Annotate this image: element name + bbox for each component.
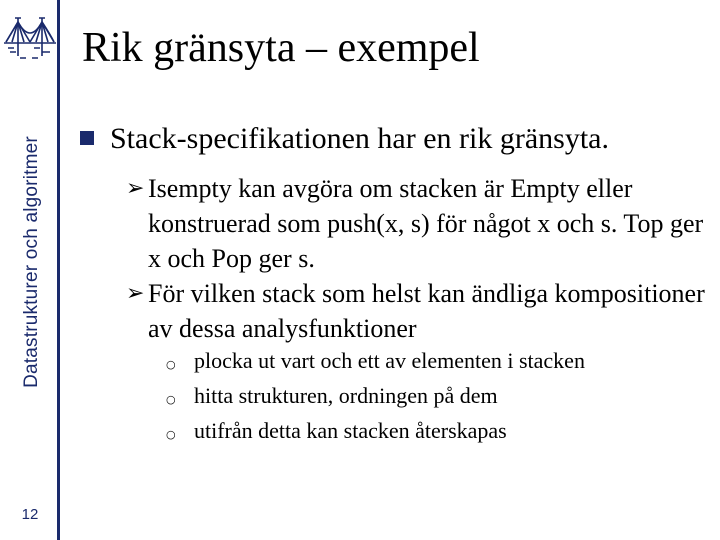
square-bullet-icon (80, 131, 94, 145)
circle-bullet-icon: ○ (166, 358, 176, 371)
subsub-bullet-text: utifrån detta kan stacken återskapas (194, 418, 507, 443)
bridge-logo-icon (4, 12, 56, 72)
subsub-bullet (166, 348, 585, 374)
course-title-vertical: Datastrukturer och algoritmer (21, 136, 42, 388)
circle-bullet-icon: ○ (166, 428, 176, 441)
subsub-bullet-text: plocka ut vart och ett av elementen i stacken (194, 348, 585, 373)
circle-bullet-icon: ○ (166, 393, 176, 406)
subsub-bullet-text: hitta strukturen, ordningen på dem (194, 383, 498, 408)
sub-bullet-text: För vilken stack som helst kan ändliga kompositioner av dessa analysfunktioner (148, 279, 705, 343)
arrow-bullet-icon: ➢ (126, 176, 145, 201)
page-number: 12 (21, 506, 39, 523)
bullet-level1-text: Stack-specifikationen har en rik gränsyta. (110, 122, 609, 155)
sidebar (0, 0, 60, 540)
sub-bullet (126, 171, 716, 276)
sub-bullet (126, 276, 716, 346)
slide-title: Rik gränsyta – exempel (82, 25, 480, 71)
bullet-level1 (80, 122, 609, 156)
sub-bullet-text: Isempty kan avgöra om stacken är Empty eller konstruerad som push(x, s) för något x och s. Top ger x och Pop ger s. (148, 174, 704, 273)
subsub-bullet (166, 418, 507, 444)
subsub-bullet (166, 383, 498, 409)
arrow-bullet-icon: ➢ (126, 281, 145, 306)
